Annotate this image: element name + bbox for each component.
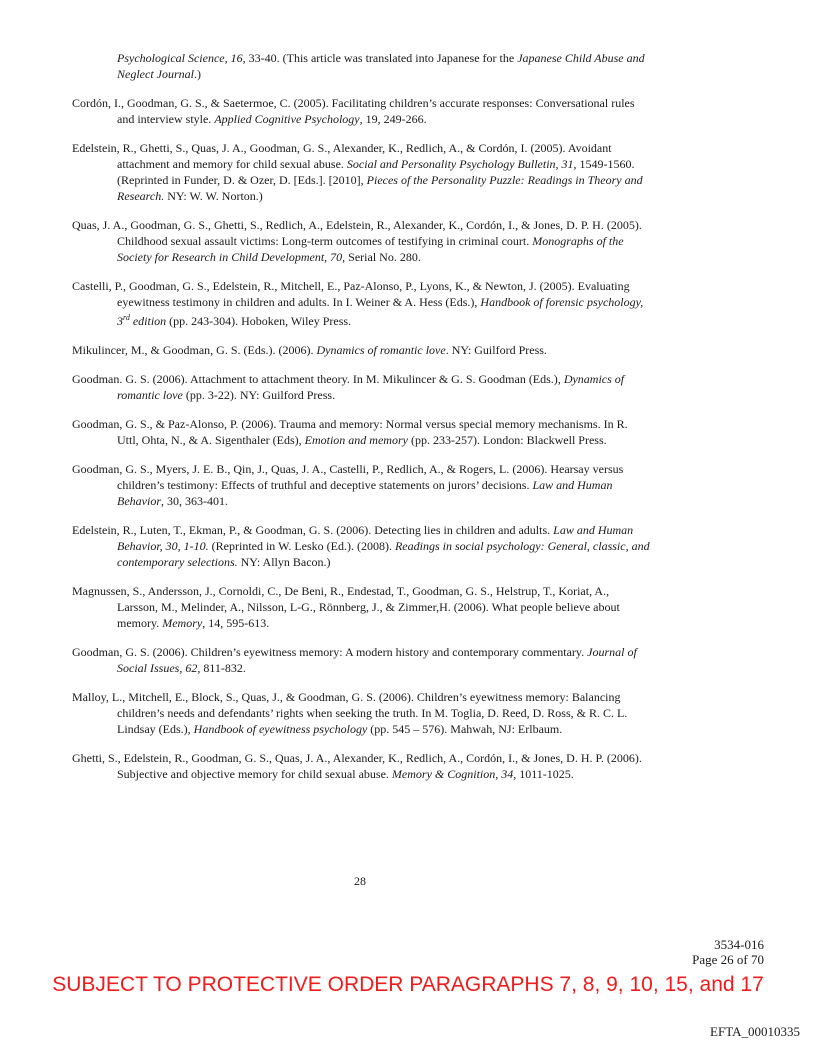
reference-entry <box>72 644 652 676</box>
reference-entry <box>72 217 652 265</box>
reference-text: (Reprinted in W. Lesko (Ed.). (2008). <box>208 539 395 553</box>
reference-entry <box>72 140 652 204</box>
reference-text: Mikulincer, M., & Goodman, G. S. (Eds.). (2006). <box>72 343 317 357</box>
reference-italic-text: Social and Personality Psychology Bulletin, 31 <box>346 157 574 171</box>
reference-italic-text: Law and Human Behavior <box>117 478 613 508</box>
reference-italic-text: Handbook of forensic psychology, 3 <box>117 295 644 328</box>
reference-text: NY: W. W. Norton.) <box>164 189 263 203</box>
reference-entry <box>72 522 652 570</box>
reference-italic-text: Memory <box>162 616 203 630</box>
reference-text: Goodman, G. S., & Paz-Alonso, P. (2006). Trauma and memory: Normal versus special memory mechanisms. In R. Uttl, Ohta, N., & A. Sigenthaler (Eds), <box>72 417 628 447</box>
reference-text: . NY: Guilford Press. <box>445 343 547 357</box>
reference-italic-text: Applied Cognitive Psychology <box>214 112 360 126</box>
document-stamp <box>692 937 764 967</box>
reference-italic-text: 70 <box>330 250 343 264</box>
reference-entry <box>72 416 652 448</box>
reference-italic-text: Law and Human Behavior, 30, 1-10. <box>117 523 634 553</box>
reference-text: Goodman. G. S. (2006). Attachment to attachment theory. In M. Mikulincer & G. S. Goodman (Eds.), <box>72 372 564 386</box>
reference-text: Quas, J. A., Goodman, G. S., Ghetti, S., Redlich, A., Edelstein, R., Alexander, K., Cordón, I., & Jones, D. P. H. (2005). Childhood sexual assault victims: Long-term outcomes of testifying in criminal court. <box>72 218 642 248</box>
reference-italic-text: Pieces of the Personality Puzzle: Readings in Theory and Research. <box>117 173 643 203</box>
reference-italic-text: edition <box>129 314 167 328</box>
reference-text: NY: Allyn Bacon.) <box>237 555 331 569</box>
reference-text: Goodman, G. S., Myers, J. E. B., Qin, J., Quas, J. A., Castelli, P., Redlich, A., & Rogers, L. (2006). Hearsay versus children’s testimony: Effects of truthful and deceptive statements on jurors’ decisions. <box>72 462 624 492</box>
protective-order-notice: SUBJECT TO PROTECTIVE ORDER PARAGRAPHS 7, 8, 9, 10, 15, and 17 <box>52 973 764 996</box>
reference-text: , 33-40. (This article was translated into Japanese for the <box>242 51 518 65</box>
reference-entry <box>72 750 652 782</box>
reference-entry <box>72 689 652 737</box>
reference-entry <box>72 583 652 631</box>
reference-italic-text: Journal of Social Issues, 62, <box>117 645 637 675</box>
reference-text: (pp. 243-304). Hoboken, Wiley Press. <box>166 314 352 328</box>
reference-italic-text: Emotion and memory <box>304 433 408 447</box>
reference-text: Cordón, I., Goodman, G. S., & Saetermoe, C. (2005). Facilitating children’s accurate responses: Conversational rules and interview style. <box>72 96 635 126</box>
reference-italic-text: Readings in social psychology: General, classic, and contemporary selections. <box>117 539 650 569</box>
reference-italic-text: Handbook of eyewitness psychology <box>193 722 368 736</box>
reference-text: Castelli, P., Goodman, G. S., Edelstein, R., Mitchell, E., Paz-Alonso, P., Lyons, K., & Newton, J. (2005). Evaluating eyewitness testimony in children and adults. In I. Weiner & A. Hess (Eds.), <box>72 279 630 309</box>
reference-text: Malloy, L., Mitchell, E., Block, S., Quas, J., & Goodman, G. S. (2006). Children’s eyewitness memory: Balancing children’s needs and defendants’ rights when seeking the truth. In M. Toglia, D. Reed, D. Ross, & R. C. L. Lindsay (Eds.), <box>72 690 628 736</box>
reference-text: , 30, 363-401. <box>161 494 228 508</box>
reference-text: 811-832. <box>200 661 246 675</box>
reference-text: 1011-1025. <box>516 767 574 781</box>
reference-text: (pp. 233-257). London: Blackwell Press. <box>407 433 607 447</box>
page-number: 28 <box>354 874 366 888</box>
reference-entry <box>72 342 652 358</box>
reference-text: , 14, 595-613. <box>202 616 270 630</box>
reference-text: (pp. 3-22). NY: Guilford Press. <box>182 388 336 402</box>
reference-italic-text: Japanese Child Abuse and Neglect Journal <box>117 51 645 81</box>
reference-text: .) <box>193 67 201 81</box>
reference-entry <box>72 278 652 329</box>
reference-entry <box>72 371 652 403</box>
reference-text: , <box>324 250 331 264</box>
bates-number: EFTA_00010335 <box>710 1024 800 1039</box>
reference-italic-text: Memory & Cognition, 34, <box>391 767 517 781</box>
reference-text: Edelstein, R., Ghetti, S., Quas, J. A., Goodman, G. S., Alexander, K., Redlich, A., & Cordón, I. (2005). Avoidant attachment and memory for child sexual abuse. <box>72 141 612 171</box>
reference-italic-text: Monographs of the Society for Research in Child Development <box>117 234 624 264</box>
reference-text: Goodman, G. S. (2006). Children’s eyewitness memory: A modern history and contemporary commentary. <box>72 645 588 659</box>
reference-text: Magnussen, S., Andersson, J., Cornoldi, C., De Beni, R., Endestad, T., Goodman, G. S., Helstrup, T., Koriat, A., Larsson, M., Melinder, A., Nilsson, L-G., Rönnberg, J., & Zimmer,H. (2006). What people believe about memory. <box>72 584 620 630</box>
reference-italic-text: rd <box>123 313 130 322</box>
reference-text: , Serial No. 280. <box>342 250 421 264</box>
reference-text: Edelstein, R., Luten, T., Ekman, P., & Goodman, G. S. (2006). Detecting lies in children and adults. <box>72 523 554 537</box>
reference-text: Ghetti, S., Edelstein, R., Goodman, G. S., Quas, J. A., Alexander, K., Redlich, A., Cordón, I., & Jones, D. H. P. (2006). Subjective and objective memory for child sexual abuse. <box>72 751 642 781</box>
reference-italic-text: Psychological Science, 16 <box>117 51 243 65</box>
reference-text: , 1549-1560. (Reprinted in Funder, D. & Ozer, D. [Eds.]. [2010], <box>117 157 635 187</box>
reference-text: (pp. 545 – 576). Mahwah, NJ: Erlbaum. <box>367 722 563 736</box>
reference-italic-text: Dynamics of romantic love <box>316 343 446 357</box>
reference-text: , 19, 249-266. <box>359 112 427 126</box>
reference-entry <box>72 461 652 509</box>
reference-italic-text: Dynamics of romantic love <box>117 372 625 402</box>
case-number: 3534-016 <box>714 937 764 952</box>
reference-list <box>72 50 652 795</box>
reference-entry <box>72 95 652 127</box>
reference-entry-continued <box>72 50 652 82</box>
page-count: Page 26 of 70 <box>692 952 764 967</box>
